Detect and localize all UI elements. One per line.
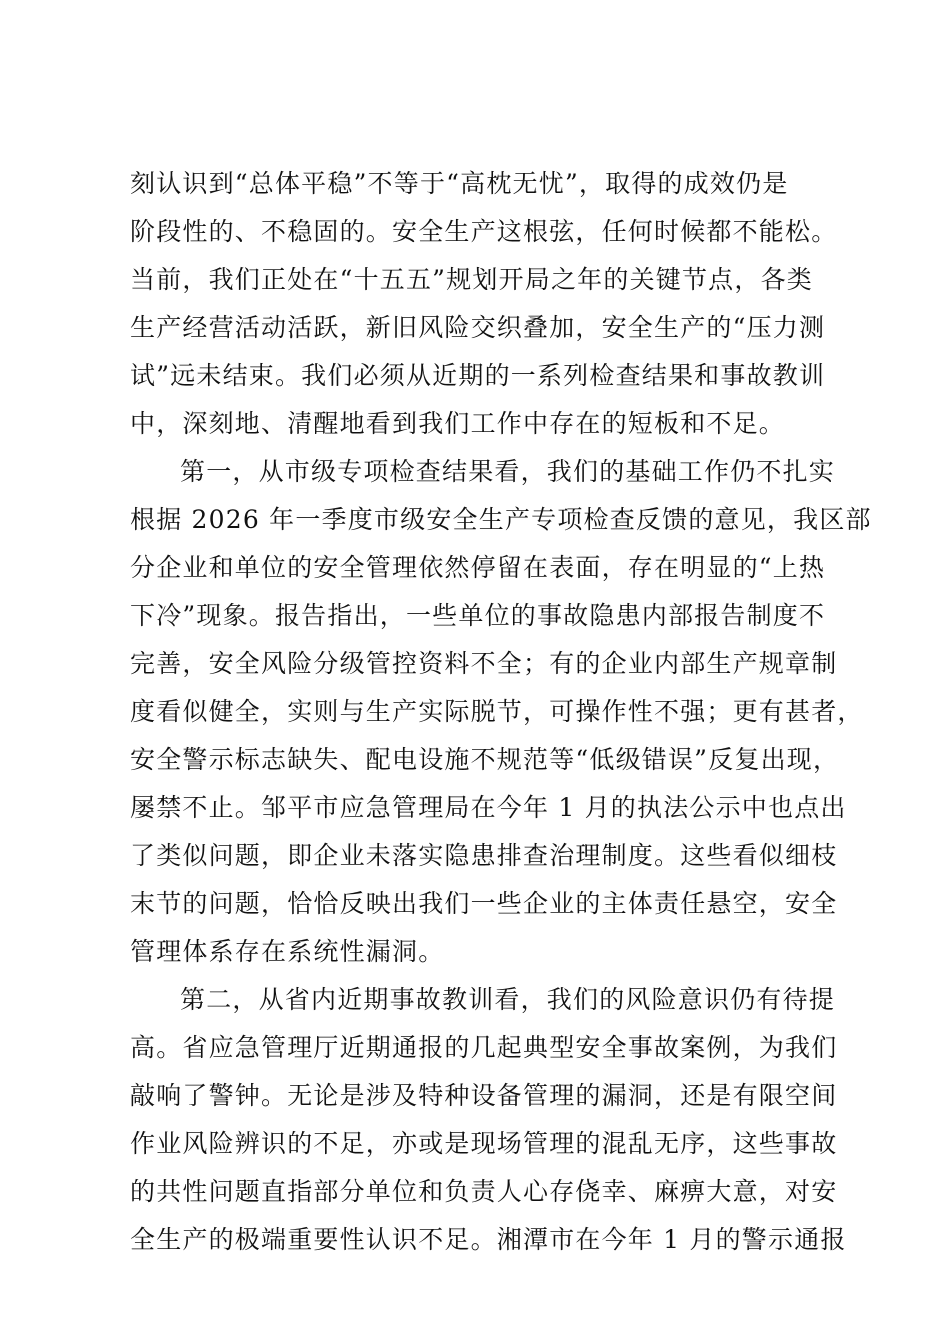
text-line: 高。省应急管理厅近期通报的几起典型安全事故案例，为我们 xyxy=(130,1033,838,1062)
text-line: 管理体系存在系统性漏洞。 xyxy=(130,937,445,966)
text-line: 完善，安全风险分级管控资料不全；有的企业内部生产规章制 xyxy=(130,649,838,678)
text-line: 全生产的极端重要性认识不足。湘潭市在今年 1 月的警示通报 xyxy=(130,1225,847,1254)
text-line: 屡禁不止。邹平市应急管理局在今年 1 月的执法公示中也点出 xyxy=(130,793,847,822)
text-line: 刻认识到“总体平稳”不等于“高枕无忧”，取得的成效仍是 xyxy=(130,169,789,198)
text-line: 安全警示标志缺失、配电设施不规范等“低级错误”反复出现， xyxy=(130,745,840,774)
text-line: 的共性问题直指部分单位和负责人心存侥幸、麻痹大意，对安 xyxy=(130,1177,838,1206)
text-line: 作业风险辨识的不足，亦或是现场管理的混乱无序，这些事故 xyxy=(130,1129,838,1158)
text-line: 生产经营活动活跃，新旧风险交织叠加，安全生产的“压力测 xyxy=(130,313,826,342)
text-line: 当前，我们正处在“十五五”规划开局之年的关键节点，各类 xyxy=(130,265,813,294)
text-line: 了类似问题，即企业未落实隐患排查治理制度。这些看似细枝 xyxy=(130,841,838,870)
text-line: 分企业和单位的安全管理依然停留在表面，存在明显的“上热 xyxy=(130,553,826,582)
text-line: 阶段性的、不稳固的。安全生产这根弦，任何时候都不能松。 xyxy=(130,217,838,246)
text-line: 下冷”现象。报告指出，一些单位的事故隐患内部报告制度不 xyxy=(130,601,826,630)
text-line: 中，深刻地、清醒地看到我们工作中存在的短板和不足。 xyxy=(130,409,786,438)
text-line: 根据 2026 年一季度市级安全生产专项检查反馈的意见，我区部 xyxy=(130,505,872,534)
paragraph-heading-second: 第二，从省内近期事故教训看，我们的风险意识仍有待提 xyxy=(180,985,836,1014)
text-line: 度看似健全，实则与生产实际脱节，可操作性不强；更有甚者， xyxy=(130,697,864,726)
paragraph-heading-first: 第一，从市级专项检查结果看，我们的基础工作仍不扎实 xyxy=(180,457,836,486)
document-body xyxy=(130,160,872,1264)
text-line: 敲响了警钟。无论是涉及特种设备管理的漏洞，还是有限空间 xyxy=(130,1081,838,1110)
text-line: 试”远未结束。我们必须从近期的一系列检查结果和事故教训 xyxy=(130,361,826,390)
text-line: 末节的问题，恰恰反映出我们一些企业的主体责任悬空，安全 xyxy=(130,889,838,918)
